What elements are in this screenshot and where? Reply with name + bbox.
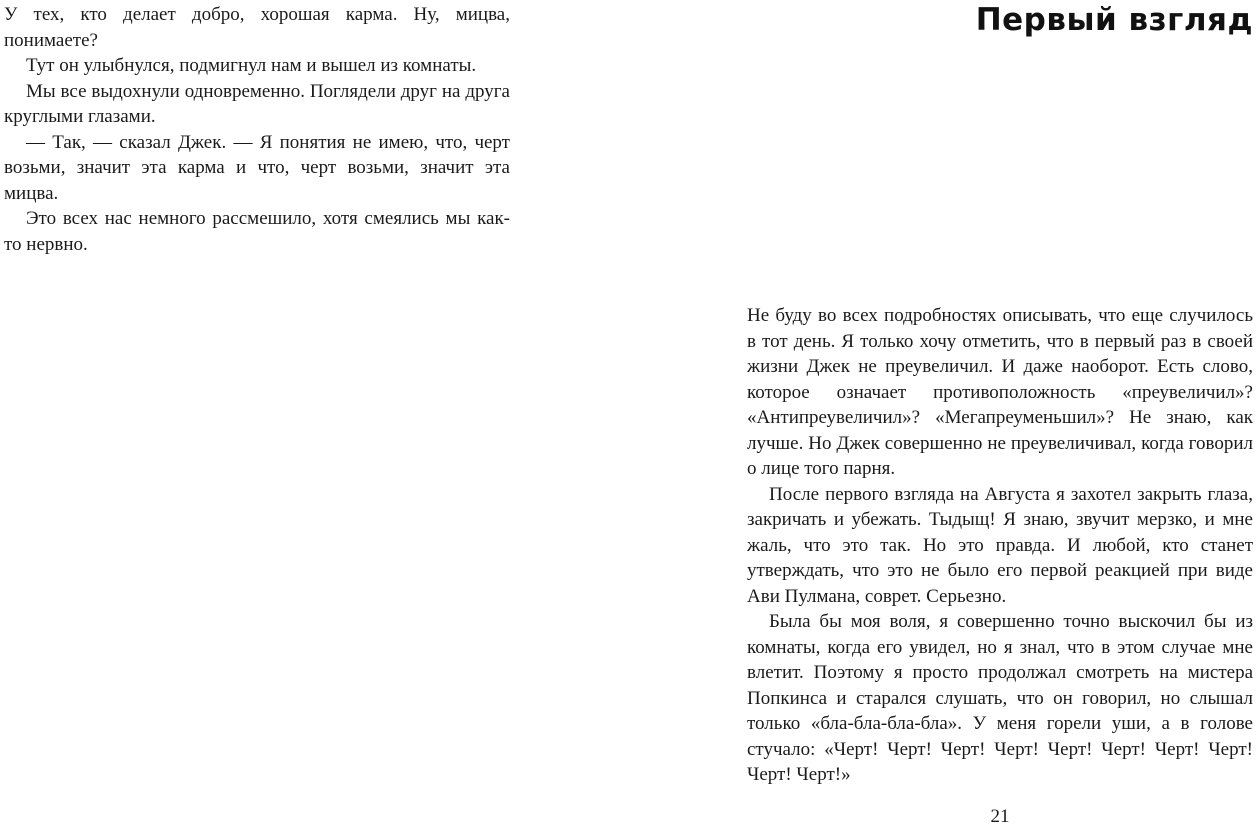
left-paragraph-1: У тех, кто делает добро, хорошая карма. Ну, мицва, понимаете? [4, 4, 510, 51]
chapter-title: Первый взгляд [975, 2, 1253, 38]
page-number: 21 [990, 806, 1010, 827]
right-page [747, 0, 1253, 832]
left-paragraph-5: Это всех нас немного рассмешило, хотя смеялись мы как-то нервно. [4, 208, 510, 255]
right-paragraph-3: Была бы моя воля, я совершенно точно выскочил бы из комнаты, когда его увидел, но я знал, что в этом случае мне влетит. Поэтому я просто продолжал смотреть на мистера Попкинса и старался слушать, что он говорил, но слышал только «бла-бла-бла-бла». У меня горели уши, а в голове стучало: «Черт! Черт! Черт! Черт! Черт! Черт! Черт! Черт! Черт! Черт!» [747, 611, 1253, 785]
left-paragraph-4: — Так, — сказал Джек. — Я понятия не имею, что, черт возьми, значит эта карма и что, черт возьми, значит эта мицва. [4, 131, 510, 204]
left-paragraph-3: Мы все выдохнули одновременно. Поглядели друг на друга круглыми глазами. [4, 80, 510, 127]
left-page [4, 2, 510, 257]
chapter-body [747, 303, 1253, 788]
left-paragraph-2: Тут он улыбнулся, подмигнул нам и вышел из комнаты. [26, 55, 477, 76]
right-paragraph-2: После первого взгляда на Августа я захотел закрыть глаза, закричать и убежать. Тыдыщ! Я знаю, звучит мерзко, и мне жаль, что это так. Но это правда. И любой, кто станет утверждать, что это не было его первой реакцией при виде Ави Пулмана, соврет. Серьезно. [747, 483, 1253, 607]
right-paragraph-1: Не буду во всех подробностях описывать, что еще случилось в тот день. Я только хочу отметить, что в первый раз в своей жизни Джек не преувеличил. И даже наоборот. Есть слово, которое означает противоположность «преувеличил»? «Антипреувеличил»? «Мегапреуменьшил»? Не знаю, как лучше. Но Джек совершенно не преувеличивал, когда говорил о лице того парня. [747, 305, 1253, 479]
